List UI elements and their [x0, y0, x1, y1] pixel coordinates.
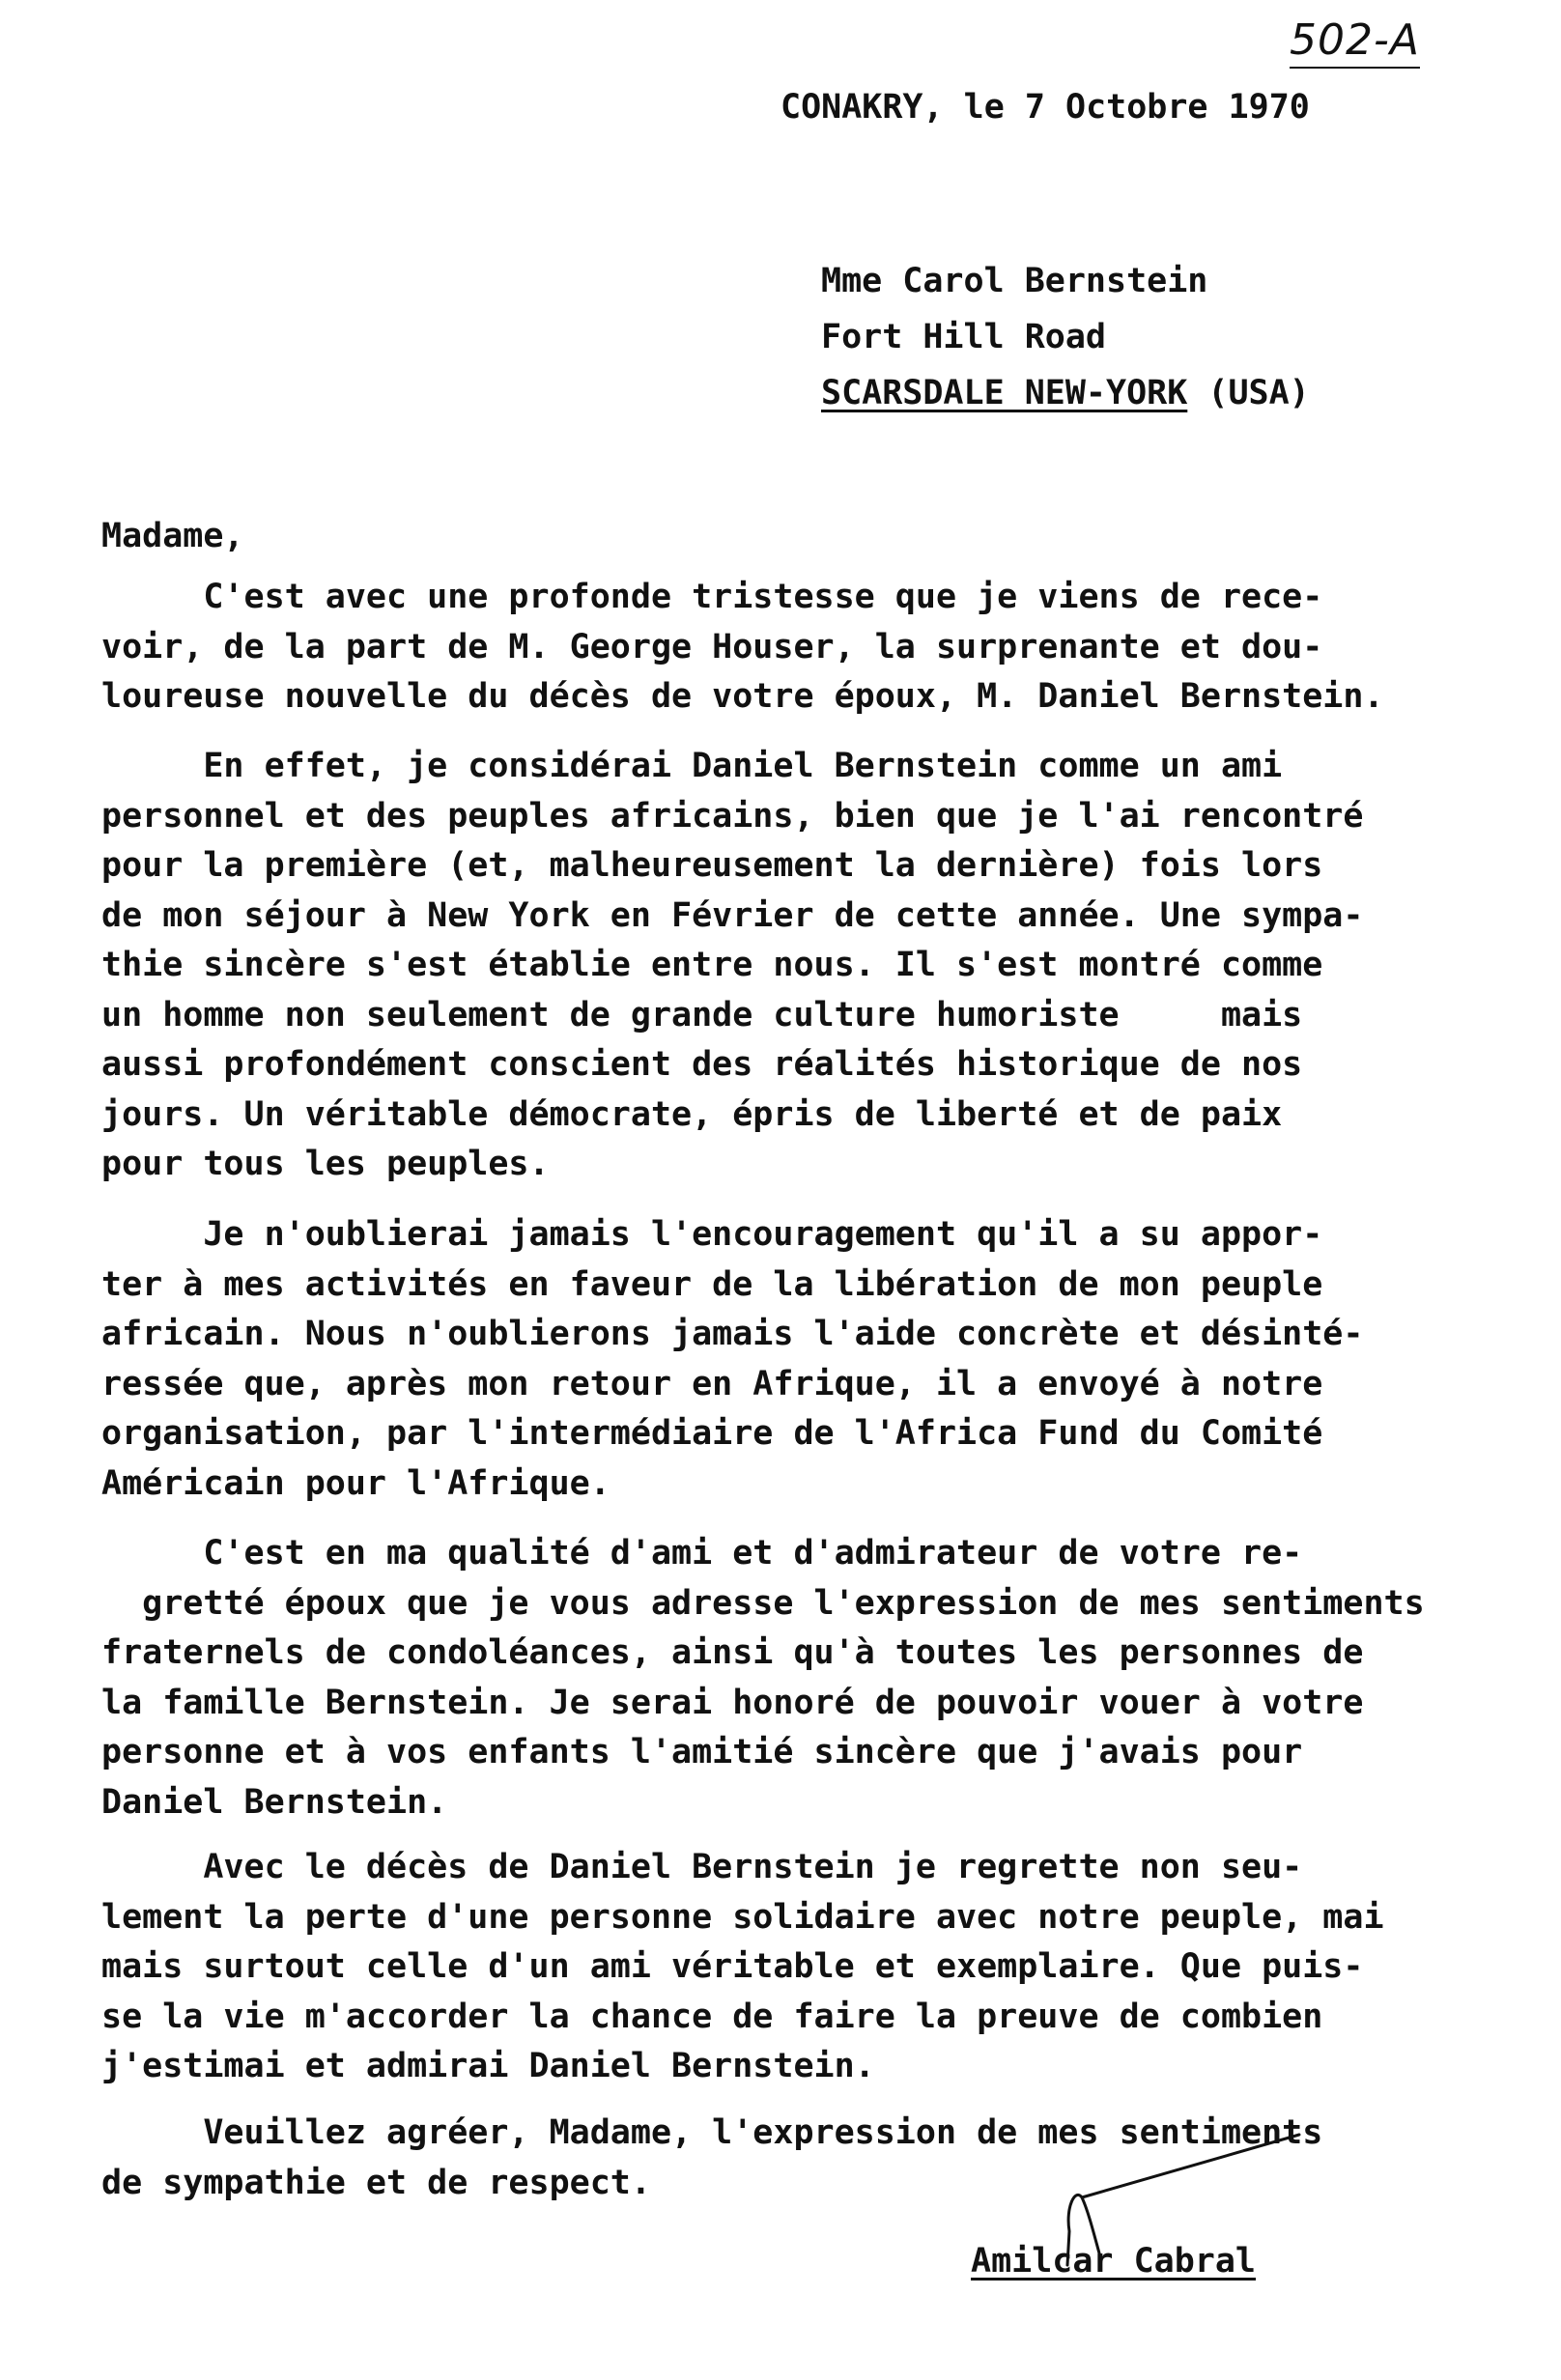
paragraph-line: j'estimai et admirai Daniel Bernstein.	[101, 2047, 875, 2085]
paragraph-4	[101, 1529, 1425, 1828]
place-date: CONAKRY, le 7 Octobre 1970	[780, 88, 1310, 127]
paragraph-line: ressée que, après mon retour en Afrique, il a envoyé à notre	[101, 1364, 1323, 1403]
paragraph-line: se la vie m'accorder la chance de faire la preuve de combien	[101, 1997, 1323, 2036]
paragraph-line: Veuillez agréer, Madame, l'expression de mes sentiments	[101, 2113, 1323, 2152]
paragraph-line: personne et à vos enfants l'amitié sincère que j'avais pour	[101, 1733, 1303, 1771]
paragraph-line: Avec le décès de Daniel Bernstein je regrette non seu-	[101, 1848, 1303, 1886]
paragraph-line: de mon séjour à New York en Février de cette année. Une sympa-	[101, 895, 1364, 935]
paragraph-line: En effet, je considérai Daniel Bernstein comme un ami	[101, 747, 1283, 785]
paragraph-line: jours. Un véritable démocrate, épris de liberté et de paix	[101, 1094, 1283, 1134]
paragraph-line: personnel et des peuples africains, bien que je l'ai rencontré	[101, 796, 1364, 836]
paragraph-line: Daniel Bernstein.	[101, 1782, 448, 1822]
paragraph-line: pour la première (et, malheureusement la dernière) fois lors	[101, 846, 1323, 885]
paragraph-3	[101, 1210, 1363, 1509]
paragraph-line: la famille Bernstein. Je serai honoré de pouvoir vouer à votre	[101, 1683, 1364, 1722]
paragraph-line: Je n'oublierai jamais l'encouragement qu'il a su appor-	[101, 1215, 1323, 1254]
paragraph-1	[101, 573, 1384, 722]
paragraph-line: pour tous les peuples.	[101, 1145, 550, 1183]
paragraph-line: voir, de la part de M. George Houser, la surprenante et dou-	[101, 627, 1323, 666]
paragraph-line: thie sincère s'est établie entre nous. Il s'est montré comme	[101, 946, 1323, 984]
recipient-city: SCARSDALE NEW-YORK	[821, 374, 1188, 412]
paragraph-line: africain. Nous n'oublierons jamais l'aide concrète et désinté-	[101, 1315, 1364, 1353]
recipient-street: Fort Hill Road	[821, 318, 1107, 356]
paragraph-line: mais surtout celle d'un ami véritable et exemplaire. Que puis-	[101, 1947, 1364, 1986]
paragraph-line: ter à mes activités en faveur de la libération de mon peuple	[101, 1264, 1323, 1304]
paragraph-line: organisation, par l'intermédiaire de l'Africa Fund du Comité	[101, 1414, 1323, 1453]
paragraph-5	[101, 1843, 1384, 2092]
recipient-name: Mme Carol Bernstein	[821, 262, 1208, 300]
recipient-address	[821, 253, 1310, 421]
paragraph-line: C'est avec une profonde tristesse que je viens de rece-	[101, 578, 1323, 616]
paragraph-line: C'est en ma qualité d'ami et d'admirateur de votre re-	[101, 1534, 1303, 1572]
paragraph-line: gretté époux que je vous adresse l'expression de mes sentiments	[101, 1583, 1425, 1623]
paragraph-line: de sympathie et de respect.	[101, 2163, 651, 2202]
paragraph-line: Américain pour l'Afrique.	[101, 1463, 610, 1503]
salutation: Madame,	[101, 517, 244, 555]
recipient-country: (USA)	[1207, 374, 1310, 412]
paragraph-line: fraternels de condoléances, ainsi qu'à toutes les personnes de	[101, 1633, 1364, 1672]
archive-mark: 502-A	[1290, 15, 1420, 69]
paragraph-line: lement la perte d'une personne solidaire avec notre peuple, mai	[101, 1897, 1384, 1937]
paragraph-2	[101, 742, 1363, 1190]
signature-name: Amilcar Cabral	[971, 2242, 1257, 2281]
paragraph-line: un homme non seulement de grande culture humoriste mais	[101, 995, 1303, 1034]
paragraph-line: loureuse nouvelle du décès de votre époux, M. Daniel Bernstein.	[101, 677, 1384, 716]
paragraph-line: aussi profondément conscient des réalités historique de nos	[101, 1045, 1303, 1084]
recipient-city-line	[821, 365, 1310, 421]
